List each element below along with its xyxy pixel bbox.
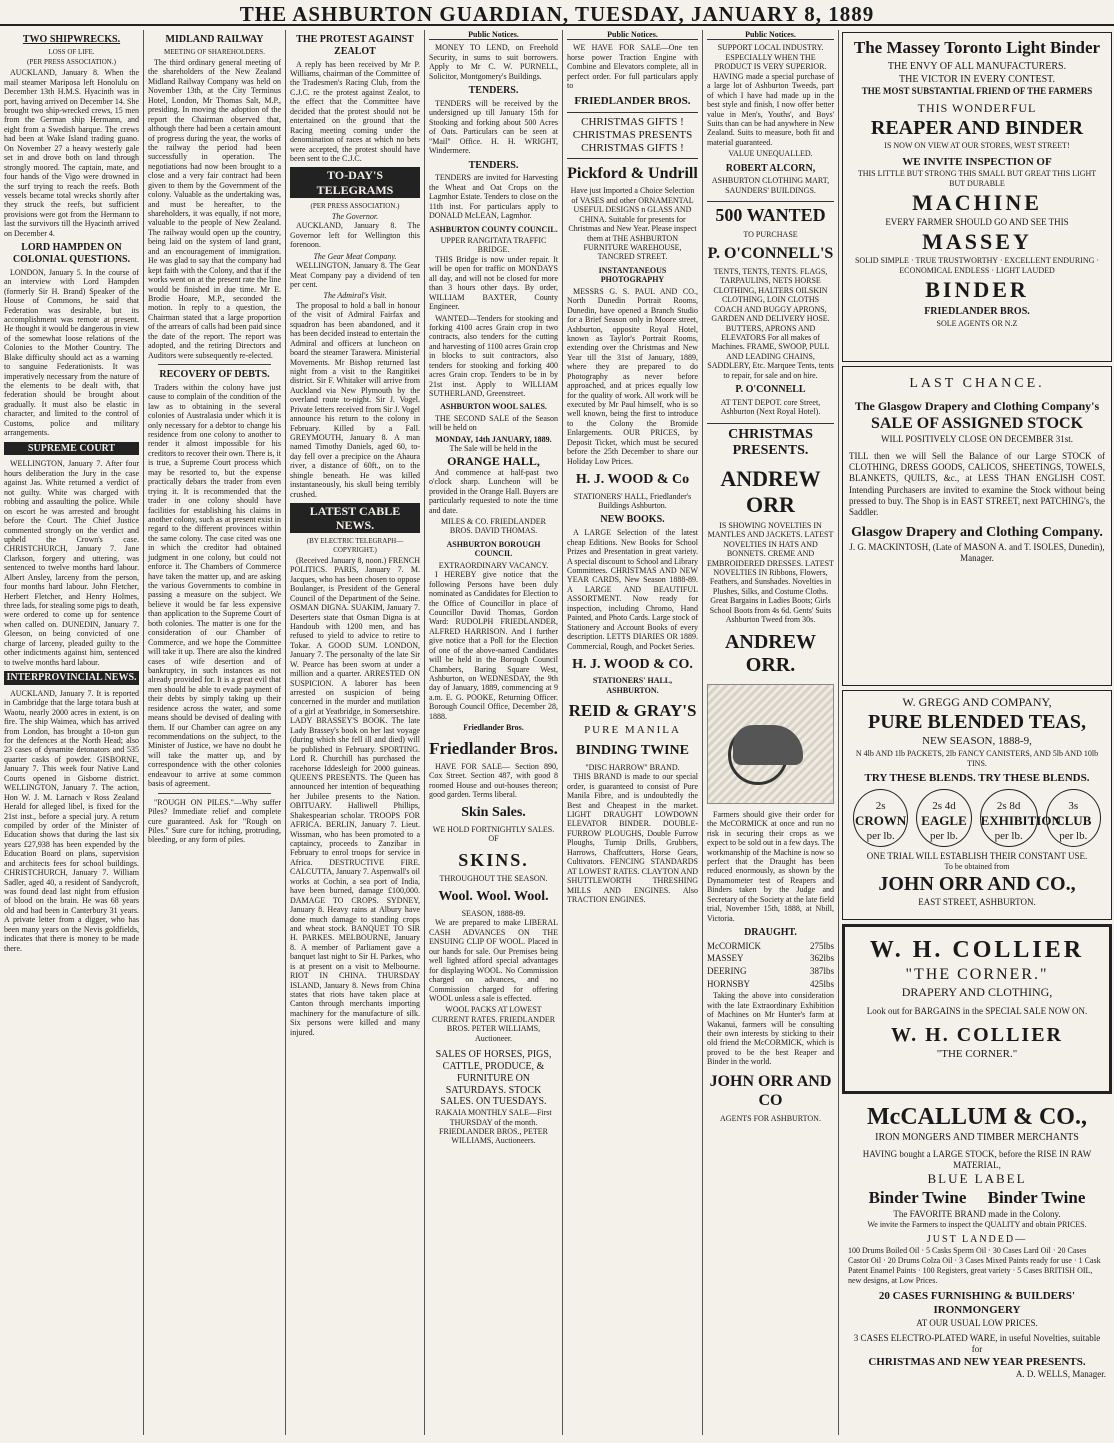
advert-text: SOLE AGENTS OR N.Z: [936, 318, 1018, 328]
advert-assigned-stock: SALE OF ASSIGNED STOCK: [870, 414, 1084, 432]
reaper-binder-illustration: [707, 684, 834, 804]
tea-unit: per lb.: [1059, 829, 1088, 842]
advert-text: DRAPERY AND CLOTHING,: [901, 985, 1053, 999]
advert-andrew-orr: ANDREW ORR.: [724, 630, 817, 677]
headline-midland-railway: MIDLAND RAILWAY: [165, 34, 264, 45]
advert-text: "DISC HARROW" BRAND.: [585, 762, 680, 772]
advert-text: IS NOW ON VIEW AT OUR STORES, WEST STREET!: [884, 140, 1070, 150]
advert-signature: FRIEDLANDER BROS., PETER WILLIAMS, Auctioneers.: [439, 1126, 548, 1146]
notice-signature: MILES & CO. FRIEDLANDER BROS. DAVID THOMAS.: [441, 517, 546, 536]
tea-price: 3s: [1068, 799, 1079, 812]
advert-text: CHRISTMAS AND NEW YEAR PRESENTS.: [868, 1355, 1086, 1368]
headline-shipwrecks: TWO SHIPWRECKS.: [22, 34, 121, 45]
article-text: The proposal to hold a ball in honour of the visit of Admiral Fairfax and squadron has been abandoned, and it has been decided instead to entertain the Admiral and officers at luncheon on board the steamer Tarawera. Ministerial Movements. Mr Bishop returned last night from a visit to the Rangitikei district. Sir F. Whitaker will arrive from Auckland via New Plymouth by the overland route to-night. Sir J. Vogel. Private letters received from Sir J. Vogel announce his return to the colony in February. Killed by a Fall. GREYMOUTH, January 8. A man named Timothy Daniels, aged 60, to-day fell over a precipice on the Ahaura river, a distance of 60ft., on to the shingle beneath. He was killed instantaneously, his skull being terribly crushed.: [290, 300, 420, 499]
masthead: [0, 0, 1114, 26]
notice-text: WE HAVE FOR SALE—One ten horse power Traction Engine with Combine and Elevators complete, all in perfect order. For full particulars apply to: [567, 43, 698, 91]
advert-text: TRY THESE BLENDS. TRY THESE BLENDS.: [864, 771, 1090, 784]
advert-piles: "ROUGH ON PILES."—Why suffer Piles? Immediate relief and complete cure guaranteed. Ask for "Rough on Piles." Sure cure for itching, protruding, bleeding, or any form of piles.: [148, 797, 281, 845]
notice-heading: TENDERS.: [468, 159, 519, 171]
advert-binder: BINDER: [925, 276, 1029, 302]
article-text: (Received January 8, noon.) FRENCH POLITICS. PARIS, January 7. M. Jacques, who has been chosen to oppose Boulanger, is President of the General Council of the Department of the Seine. OSMAN DIGNA. SUAKIM, January 7. Deserters state that Osman Digna is at Handoub with 1200 men, and has refused to yield to advice to retire to Tokar. A GOOD SUM. LONDON, January 7. The personalty of the late Sir W. Pearce has been sworn at under a million and a quarter. ARRESTED ON SUSPICION. A laborer has been arrested on suspicion of being concerned in the murder and mutilation of a girl at Yeatbridge, in Somersetshire. LADY BRASSEY'S BOOK. The late Lady Brassey's book on her last voyage (during which she fell ill and died) will be published in February. SPORTING. Lord R. Churchill has purchased the racehorse Iddesleigh for 2000 guineas. QUEEN'S PRESENTS. The Queen has announced her intention of bequeathing her Jubilee presents to the Nation. OBITUARY. Halliwell Phillips, Shakespearian scholar. TROOPS FOR AFRICA. BERLIN, January 7. Lieut. Wissman, who has been promoted to a captaincy, proceeds to Zanzibar in February to enrol troops for service in Africa. DESTRUCTIVE FIRE. CALCUTTA, January 7. Aspenwall's oil works at Cochin, a sea port of India, have been burned, damage £100,000. DAMAGE TO CROPS. SYDNEY, January 8. Heavy rains at Albury have done much damage to standing crops and wheat stock. BANQUET TO SIR H. PARKES. MELBOURNE, January 8. A member of Parliament gave a banquet last night to Sir H. Parkes, who is at present on a visit to Melbourne. RIOT IN CHINA. THURSDAY ISLAND, January 8. News from China states that riots have taken place at Canton through merchants importing machinery for the manufacture of silk. Six persons were killed and many injured.: [290, 555, 420, 1037]
notice-text: WANTED—Tenders for stooking and forking 4100 acres Grain crop in two contracts, also tenders for the cutting and harvesting of 1100 acres Grain crop in blocks to suit contractors, also tenders for stooking and forking 400 acres Grain crop. Tenders to be in by 21st inst. Apply to WILLIAM SUTHERLAND, Greenstreet.: [429, 313, 558, 399]
advert-last-chance: LAST CHANCE.: [909, 376, 1045, 391]
advert-sales: SALES OF HORSES, PIGS, CATTLE, PRODUCE, & FURNITURE ON SATURDAYS. STOCK SALES. ON TUESDAYS.: [435, 1049, 552, 1108]
advert-text: A LARGE Selection of the latest cheap Editions. New Books for School Prizes and Presentation in great variety. A special discount to School and Library Committees. CHRISTMAS AND NEW YEAR CARDS, New Season 1888-89. A LARGE AND BEAUTIFUL ASSORTMENT. Now ready for inspection, including Chromo, Hand Painted, and Photo Cards. Large stock of Stationery and Account Books of every description. LETTS DIARIES OR 1889. Commercial, Rough, and Pocket Series.: [567, 528, 698, 651]
advert-heading: SUPPORT LOCAL INDUSTRY.: [717, 43, 824, 53]
advert-text: 100 Drums Boiled Oil · 5 Casks Sperm Oil · 30 Cases Lard Oil · 20 Cases Castor Oil · 20 Drums Colza Oil · 3 Cases Mixed Paints ready for use · 1 Cask Patent Enamel Paints · 100 Registers, great variety · 5 Cases BRITISH OIL, new designs, at Low Prices.: [848, 1246, 1101, 1286]
advert-text: THIS BRAND is made to our special order, is guaranteed to consist of Pure Manila Fibre, and is undoubtedly the Best and Cheapest in the market. LIGHT DRAUGHT LOWDOWN ELEVATOR BINDER. DOUBLE-FURROW PLOUGHS, Double Furrow Ploughs, Turnip Drills, Grubbers, Harrows, Chaffcutters, Horse Gears, Cultivators. FENCING STANDARDS AT LOWEST RATES. CLAYTON AND SHUTTLEWORTH THRESHING MILLS AND ENGINES. Also TRACTION ENGINES.: [567, 772, 698, 904]
tea-price: 2s 8d: [996, 799, 1021, 812]
tea-unit: per lb.: [929, 829, 959, 842]
advert-text: JUST LANDED—: [926, 1233, 1028, 1245]
draught-row: [707, 966, 834, 977]
section-header: Public Notices.: [707, 30, 834, 40]
advert-text: BLUE LABEL: [927, 1171, 1027, 1186]
advert-text: THE ENVY OF ALL MANUFACTURERS.: [887, 61, 1067, 73]
article-text: A reply has been received by Mr P. Williams, chairman of the Committee of the Tradesmen's Racing Club, from the C.J.C. re the protest against Zealot, to the effect that the Committee have decided that the protest should not be entertained on the ground that the Racing meeting coming under the denomination of races at which no bets were accepted, the protest should have been sent to the C.J.C.: [290, 59, 420, 163]
article-text: WELLINGTON, January 7. After four hours deliberation the Jury in the case against Jas. White returned a verdict of not guilty. White was charged with robbing and assaulting the police. While on escort he was arrested and brought before the Court. The Chief Justice commented strongly on the verdict and upheld the Crown's case. CHRISTCHURCH, January 7. Jane Clarkson, forgery and uttering, was sentenced to twelve months hard labour. Albert Ansley, larceny from the person, four months hard labour. John Fletcher, Herbert Fletcher, and Henry Holmes, three lads, for stealing some pigs to death, were ordered to come up for sentence when called on. DUNEDIN, January 7. Gleeson, on being convicted of one charge of larceny, pleaded guilty to the other indictments against him, sentenced to twelve months hard labour.: [4, 459, 139, 667]
notice-heading: ASHBURTON WOOL SALES.: [440, 402, 547, 412]
tea-name: EXHIBITION: [980, 813, 1061, 829]
divider: [158, 364, 271, 365]
advert-skin-sales: Skin Sales.: [461, 805, 526, 821]
draught-heading: DRAUGHT.: [744, 927, 797, 939]
tea-unit: per lb.: [866, 829, 895, 842]
advert-text: The Glasgow Drapery and Clothing Company's: [854, 398, 1100, 413]
advert-text: AGENTS FOR ASHBURTON.: [720, 1113, 821, 1123]
column-6: [703, 30, 838, 1435]
notice-text: THIS Bridge is now under repair. It will be open for traffic on MONDAYS all day, and will not be closed for more than 3 hours other days. By order, WILLIAM BAXTER, County Engineer.: [429, 254, 558, 312]
draught-machine: McCORMICK: [707, 940, 762, 951]
notice-text: MONEY TO LEND, on Freehold Security, in sums to suit borrowers. Apply to Mr C. W. PURNELL, Solicitor, Montgomery's Buildings.: [429, 43, 558, 81]
advert-text: WE HOLD FORTNIGHTLY SALES. OF: [432, 824, 555, 844]
draught-value: 275lbs: [809, 940, 834, 951]
advert-friedlander: Friedlander Bros.: [429, 738, 558, 758]
advert-text: IRON MONGERS AND TIMBER MERCHANTS: [875, 1132, 1079, 1143]
advert-wool: Wool. Wool. Wool.: [438, 889, 549, 905]
newspaper-title: THE ASHBURTON GUARDIAN, TUESDAY, JANUARY 8, 1889: [239, 2, 875, 26]
advert-text: HAVE FOR SALE— Section 890, Cox Street. Section 487, with good 8 roomed House and out-houses thereon; good garden. Terms liberal.: [429, 761, 558, 799]
draught-table: [707, 941, 834, 989]
subhead: (BY ELECTRIC TELEGRAPH—COPYRIGHT.): [306, 537, 404, 554]
notice-subheading: UPPER RANGITATA TRAFFIC BRIDGE.: [440, 236, 547, 255]
subhead: The Admiral's Visit.: [323, 291, 387, 301]
tea-blend-badge: [853, 789, 908, 847]
column-3: [286, 30, 424, 1435]
notice-heading: ASHBURTON BOROUGH COUNCIL: [446, 539, 541, 559]
tea-blend-badge: [916, 789, 971, 847]
notice-text: TENDERS will be received by the undersigned up till January 15th for Stooking and forking about 500 Acres of Oats. Particulars can be seen at "Mail" Office. H. H. WRIGHT, Windermere.: [429, 98, 558, 156]
notice-venue: ORANGE HALL,: [447, 453, 540, 468]
advert-friedlander: FRIEDLANDER BROS.: [574, 94, 691, 107]
advert-text: 20 CASES FURNISHING & BUILDERS' IRONMONGERY: [878, 1290, 1076, 1316]
advert-oconnell: P. O'CONNELL'S: [707, 245, 834, 263]
section-header: Public Notices.: [429, 30, 558, 40]
advert-heading: ESPECIALLY WHEN THE PRODUCT IS VERY SUPERIOR.: [714, 52, 827, 72]
tea-blend-badge: [1046, 789, 1101, 847]
advert-collier-name: W. H. COLLIER: [891, 1024, 1063, 1047]
advert-text: THE MOST SUBSTANTIAL FRIEND OF THE FARMERS: [861, 86, 1093, 97]
advert-text: ASHBURTON CLOTHING MART, SAUNDERS' BUILDINGS.: [711, 176, 830, 195]
massey-title: The Massey Toronto Light Binder: [853, 38, 1101, 57]
subhead: LOSS OF LIFE.: [48, 47, 95, 56]
advert-alcorn: ROBERT ALCORN,: [725, 162, 816, 174]
horse-icon: [733, 725, 803, 765]
article-text: Traders within the colony have just cause to complain of the condition of the law as to obtaining in the several colonies of Australasia under which it is only necessary for a debtor to change his residence from one colony to another to render it almost impossible for his creditors to recover their own. There is, it is true, a Supreme Court process which may be resorted to, but the expense practically debars the trader from even trying it. It is recommended that the trader in one colony should have facilities for establishing his claims in another colony, such as at present exist in regard to the different provinces within the same colony. The case cited was one in which the creditor had obtained judgment in one colony, but could not enforce it. The Chambers of Commerce have taken the matter up, and are asking the various Governments to combine in passing a measure on the subject. We believe it would be far less expensive than application to the Supreme Court of both colonies. The matter is one for the consideration of our Chamber of Commerce, and we hope the Committee will take it up. There are also the kindred cases of wife desertion and of bankruptcy, in such instances as not already provided for. It is a great evil that men should be able to evade payment of their debts by simply taking up their residence across the water, and some means should be devised of dealing with them. If our Chamber can agree on any recommendations on the subject, to the Minister of Justice, we have no doubt he will take the matter up, and by correspondence with the other colonies endeavour to arrive at some common basis of agreement.: [148, 382, 281, 789]
article-text: LONDON, January 5. In the course of an interview with Lord Hampden (formerly Sir H. Brand) Speaker of the House of Commons, he said that Federation was desirable, but its accomplishment was remote at present. He thought it would be dangerous in view of the somewhat loose relations of the Colonies to the Mother Country. The Blake difficulty should act as a warning to sanguine Federationists. It was imperatively necessary from the nature of the elements to be dealt with, that federation should be brought about gradually. It must also be elastic in character, and limited to the control of Customs, police and military arrangements.: [4, 267, 139, 438]
subhead: The Governor.: [331, 211, 379, 221]
advert-text: SOLID SIMPLE · TRUE TRUSTWORTHY · EXCELLENT ENDURING · ECONOMICAL ENDLESS · LIGHT LAUDED: [854, 255, 1100, 275]
headline-hampden: LORD HAMPDEN ON COLONIAL QUESTIONS.: [12, 242, 131, 265]
draught-value: 425lbs: [809, 978, 834, 989]
tea-name: CLUB: [1055, 813, 1092, 829]
column-4: [425, 30, 562, 1435]
advert-text: THIS WONDERFUL: [917, 100, 1037, 115]
advert-text: The FAVORITE BRAND made in the Colony.: [893, 1208, 1061, 1219]
advert-gregg: W. GREGG AND COMPANY,: [902, 695, 1052, 709]
advert-heading: NEW BOOKS.: [600, 514, 665, 526]
advert-text: HAVING made a special purchase of a large lot of Ashburton Tweeds, part of which I have had made up in the best style and finish, I now offer better value in Men's, Youths', and Boys' Suits than can be had anywhere in New Zealand. Suits to measure, both fit and material guaranteed.: [707, 71, 834, 147]
advert-text: STATIONERS' HALL, ASHBURTON.: [592, 676, 673, 695]
tea-price: 2s 4d: [932, 799, 956, 812]
advert-500-wanted: 500 WANTED: [707, 201, 834, 226]
advert-reid-gray: REID & GRAY'S: [568, 701, 697, 721]
notice-heading: TENDERS.: [468, 85, 519, 97]
advert-massey: MASSEY: [922, 229, 1032, 254]
advert-text: THE VICTOR IN EVERY CONTEST.: [898, 73, 1055, 85]
advert-text: THIS LITTLE BUT STRONG THIS SMALL BUT GREAT THIS LIGHT BUT DURABLE: [857, 169, 1097, 189]
advert-massey-binder: [842, 32, 1112, 362]
divider: [158, 793, 271, 794]
article-text: AUCKLAND, January 8. When the mail steamer Mariposa left Honolulu on December 13th H.M.S. Hyacinth was in port, having arrived on December 14. She brought two ship-wrecked crews, 15 men from the German ship Hermann, and eight from a Swedish barque. The crews had been at Wake Island trading guano. On November 27 a heavy westerly gale set in and drove both on land through strongly moored. The captain, mate, and four hands of the Vigo were drowned in the surf trying to reach the reefs. Both vessels became total wrecks shortly after they struck the reefs, but sufficient provisions were got from the Hermann to last the survivors till the Hyacinth arrived on December 4.: [4, 68, 139, 238]
advert-glasgow-name: Glasgow Drapery and Clothing Company.: [851, 525, 1103, 541]
advert-reaper-binder: REAPER AND BINDER: [870, 116, 1084, 139]
advert-text: N 4lb AND 1lb PACKETS, 2lb FANCY CANISTERS, AND 5lb AND 10lb TINS.: [855, 748, 1099, 768]
column-5: [563, 30, 702, 1435]
advert-binder-twine: Binder Twine Binder Twine: [868, 1188, 1086, 1208]
notice-text: THE SECOND SALE of the Season will be held on: [429, 413, 558, 433]
column-1: [0, 30, 143, 1435]
advert-john-orr: JOHN ORR AND CO: [709, 1072, 832, 1109]
tea-name: EAGLE: [921, 813, 967, 829]
advert-text: NEW SEASON, 1888-9,: [922, 735, 1032, 747]
advert-text: HAVING bought a LARGE STOCK, before the RISE IN RAW MATERIAL,: [862, 1148, 1092, 1170]
advert-pickford: Pickford & Undrill: [567, 164, 698, 182]
advert-text: We are prepared to make LIBERAL CASH ADVANCES ON THE ENSUING CLIP OF WOOL. Placed in our hands for sale. Our Premises being well lighted afford special advantages for displaying WOOL. No Commission charged on advances, and no Commission charged for offering WOOL unless a sale is effected.: [429, 918, 558, 1003]
notice-subheading: EXTRAORDINARY VACANCY.: [438, 560, 549, 570]
advert-pure-teas: PURE BLENDED TEAS,: [867, 711, 1087, 733]
subhead: MEETING OF SHAREHOLDERS.: [164, 47, 265, 56]
advert-skins: SKINS.: [458, 849, 529, 870]
advert-mccallum-name: McCALLUM & CO.,: [867, 1104, 1087, 1130]
section-header: Public Notices.: [567, 30, 698, 40]
advert-text: WOOL PACKS AT LOWEST CURRENT RATES. FRIEDLANDER BROS. PETER WILLIAMS, Auctioneer.: [431, 1005, 556, 1043]
draught-value: 387lbs: [809, 966, 834, 977]
headline-supreme-court: SUPREME COURT: [4, 442, 139, 456]
notice-text: TENDERS are invited for Harvesting the Wheat and Oat Crops on the Lagmhor Estate. Tenders to close on the 11th inst. For particulars apply to DONALD McLEAN, Lagmhor.: [429, 173, 558, 221]
notice-heading: INSTANTANEOUS PHOTOGRAPHY: [598, 265, 667, 285]
press-association: (PER PRESS ASSOCIATION.): [310, 201, 400, 210]
tea-name: CROWN: [855, 813, 907, 829]
advert-text: TENTS, TENTS, TENTS. FLAGS, TARPAULINS, NETS HORSE CLOTHING, HALTERS OILSKIN CLOTHING, LOIN CLOTHS COACH AND BUGGY APRONS, GARDEN AND DELIVERY HOSE. BUTTERS, APRONS AND ELEVATORS For all makes of Machines. FRAME, SWOOP, PULL AND LEADING CHAINS, SADDLERY, Etc. Marquee Tents, tents to repair, for sale and on hire.: [707, 266, 834, 380]
notice-heading: ASHBURTON COUNTY COUNCIL.: [429, 224, 558, 234]
advert-oconnell: P. O'CONNELL: [735, 384, 806, 396]
advert-text: EVERY FARMER SHOULD GO AND SEE THIS: [885, 216, 1069, 227]
draught-machine: HORNSBY: [707, 978, 751, 989]
headline-recovery-debts: RECOVERY OF DEBTS.: [159, 369, 270, 381]
advert-collier: [842, 924, 1112, 1094]
headline-zealot: THE PROTEST AGAINST ZEALOT: [296, 34, 414, 57]
notice-text: The Sale will be held in the: [449, 444, 538, 454]
notice-text: I HEREBY give notice that the following Persons have been duly nominated as Candidates for Election to the Office of Councillor in place of Councillor David Thomas, Gordon Ward: RUDOLPH FRIEDLANDER, ALFRED HARRISON. And I further give notice that a Poll for the Election of one of the above-named Candidates will be held in the Borough Council Chambers, Baring Square West, Ashburton, on WEDNESDAY, the 9th day of January, 1889, commencing at 9 a.m. E. G. POOKE, Returning Officer. Borough Council Office, December 28, 1888.: [429, 570, 558, 721]
advert-text: STATIONERS' HALL, Friedlander's Buildings Ashburton.: [573, 491, 692, 511]
advert-text: "THE CORNER.": [936, 1048, 1018, 1061]
headline-cable-news: LATEST CABLE NEWS.: [290, 503, 420, 533]
advert-binding-twine: BINDING TWINE: [576, 743, 689, 759]
advert-text: 3 CASES ELECTRO-PLATED WARE, in useful Novelties, suitable for: [853, 1333, 1101, 1355]
draught-row: [707, 979, 834, 990]
article-text: The third ordinary general meeting of the shareholders of the New Zealand Midland Railway Company was held on November 13th, at the City Terminus Hotel, London, Mr Thomas Salt, M.P., presiding. In moving the adoption of the report the Chairman observed that, although there had been a certain amount of progress during the year, the works of the railway the period had been successfully in operation. The negotiations had now been brought to a close and a very fair contract had been given to them by the Government of the colony. Valuable as the undertaking was, and must be hereafter, to the shareholders, it was equally, if not more, valuable to the people of New Zealand. The railway would open up the country, being laid on the system of land grant, and an encouragement of immigration. He was glad to say that the company had kept faith with the Colony, and that if the works went on at the present rate the line would be finished in due time. Mr E. Brodie Hoare, M.P., seconded the motion. In reply to a question, the Chairman stated that a large proportion of the arrears of calls had been paid since the date of the report. The report was adopted, and the retiring Directors and Auditors were subsequently re-elected.: [148, 58, 281, 360]
subhead: The Gear Meat Company.: [313, 251, 397, 261]
advert-text: PURE MANILA: [584, 724, 681, 737]
advert-text: Farmers should give their order for the McCORMICK at once and run no risk in securing their crops as we expect to be sold out in a few days. The workmanship of the Machine is now so perfect that the Draught has been reduced enormously, as shown by the Dynamometer test of Reapers and Binders taken by the Judge and Secretary of the Society at the late field trial, November 15th, 1888, at Nbill, Victoria.: [707, 809, 834, 923]
draught-machine: DEERING: [707, 966, 747, 977]
advert-hj-wood: H. J. WOOD & CO.: [572, 656, 693, 672]
advert-text: ONE TRIAL WILL ESTABLISH THEIR CONSTANT USE.: [866, 850, 1088, 861]
advert-text: "THE CORNER.": [905, 966, 1049, 983]
advert-text: AT TENT DEPOT. core Street, Ashburton (Next Royal Hotel).: [720, 397, 821, 417]
tea-blend-badge: [980, 789, 1061, 847]
advert-text: TO PURCHASE: [743, 229, 798, 239]
advert-text: SEASON, 1888-89.: [461, 909, 526, 918]
advert-text: Look out for BARGAINS in the SPECIAL SALE NOW ON.: [866, 1006, 1088, 1016]
article-text: WELLINGTON, January 8. The Gear Meat Company pay a dividend of ten per cent.: [290, 261, 420, 290]
article-text: AUCKLAND, January 8. The Governor left for Wellington this forenoon.: [290, 221, 420, 250]
advert-text: THROUGHOUT THE SEASON.: [439, 874, 548, 884]
advert-andrew-orr: ANDREW ORR: [720, 465, 821, 517]
advert-hj-wood: H. J. WOOD & Co: [575, 472, 690, 488]
advert-label: Friedlander Bros.: [463, 723, 524, 733]
headline-interprovincial: INTERPROVINCIAL NEWS.: [4, 671, 139, 685]
draught-value: 362lbs: [809, 953, 834, 964]
advert-mccallum: [842, 1098, 1112, 1435]
advert-text: WE INVITE INSPECTION OF: [902, 155, 1052, 168]
advert-text: AT OUR USUAL LOW PRICES.: [916, 1317, 1038, 1328]
advert-collier-name: W. H. COLLIER: [869, 937, 1085, 963]
advert-text: VALUE UNEQUALLED.: [728, 149, 813, 159]
advert-christmas-gifts: CHRISTMAS GIFTS ! CHRISTMAS PRESENTS CHRISTMAS GIFTS !: [567, 112, 698, 159]
advert-text: We invite the Farmers to inspect the QUALITY and obtain PRICES.: [867, 1219, 1087, 1229]
advert-text: IS SHOWING NOVELTIES IN MANTLES AND JACKETS. LATEST NOVELTIES IN HATS AND BONNETS. CREME AND EMBROIDERED DRESSES. LATEST NOVELTIES IN Ribbons, Flowers, Feathers, and Sunshades. Novelties in Plushes, Silks, and Costume Cloths. Great Bargains in Ladies Boots; Girls School Boots from 4s 6d. Gents' Suits Ashburton Tweed from 30s.: [707, 520, 834, 625]
tea-unit: per lb.: [994, 829, 1023, 842]
advert-text: To be obtained from: [944, 861, 1010, 871]
advert-text: RAKAIA MONTHLY SALE—First THURSDAY of the month.: [435, 1108, 552, 1127]
advert-text: J. G. MACKINTOSH, (Late of MASON A. and T. ISOLES, Dunedin), Manager.: [849, 541, 1105, 563]
draught-row: [707, 953, 834, 964]
advert-john-orr: JOHN ORR AND CO.,: [878, 872, 1076, 895]
advert-text: Taking the above into consideration with the late Extraordinary Exhibition of Machines on Mr Hunter's farm at Wakanui, farmers will be consulting their own interests by sticking to their old friend the McCORMICK, which is proved to be the best Reaper and Binder in the world.: [707, 991, 834, 1067]
advert-text: WILL POSITIVELY CLOSE ON DECEMBER 31st.: [881, 433, 1073, 444]
notice-text: MESSRS G. S. PAUL AND CO., North Dunedin Portrait Rooms, Dunedin, have opened a Branch Studio for a Brief Season only in Moore street, Ashburton, opposite Royal Hotel, known as Taylor's Portrait Rooms, extending over the Christmas and New Year till the 31st of January, 1889, where they are prepared to do Photography as never before approached, and at prices equally low for the quality of work. All work will be executed by Mr Paul himself, who is so well known, being the first to introduce to the Colony the Bromide Enlargements. OUR PRICES, by Deposit Ticket, which must be secured before the 25th December to share our Holiday Low Prices.: [567, 286, 698, 466]
advert-agent: FRIEDLANDER BROS.: [924, 306, 1030, 317]
article-text: AUCKLAND, January 7. It is reported in Cambridge that the large totara bush at Waotu, nearly 2000 acres in extent, is on fire. The ship Waimea, which has arrived from London, has brought a 10-ton gun for the defences at the North Head; also 23 cases of dynamite detonators and 535 quarter casks of powder. GISBORNE, January 7. This week four Native Land Courts opened in Gisborne district. WELLINGTON, January 7. The action, Hon W. J. M. Larnach v Ross Zealand Herald for alleged libel, is fixed for the 21st inst., before a special jury. A return compiled by order of the Minister of Education shows that during the last six years £27,938 has been expended by the Education Board on plans, supervision and architects fees for school buildings. CHRISTCHURCH, January 7. William Sadler, aged 40, a resident of Sandycroft, was found dead last night from effusion of blood on the brain. He was 68 years old and had been in Canterbury 31 years. A private letter from a digger, who has been many years on the Nevis goldfields, indicates that there is money to be made there.: [4, 688, 139, 953]
draught-row: [707, 941, 834, 952]
notice-text: And commence at half-past two o'clock sharp. Luncheon will be provided in the Orange Hall. Buyers are particularly requested to note the time and date.: [429, 467, 558, 515]
advert-christmas-presents: CHRISTMAS PRESENTS.: [707, 423, 834, 460]
press-association: (PER PRESS ASSOCIATION.): [27, 58, 116, 67]
advert-gregg-teas: [842, 690, 1112, 920]
column-2: [144, 30, 285, 1435]
advert-machine: MACHINE: [912, 190, 1042, 216]
draught-machine: MASSEY: [707, 953, 744, 964]
advert-text: EAST STREET, ASHBURTON.: [918, 896, 1036, 907]
tea-price: 2s: [875, 799, 886, 812]
advert-signature: A. D. WELLS, Manager.: [1015, 1369, 1106, 1380]
advert-text: Have just Imported a Choice Selection of VASES and other ORNAMENTAL USEFUL DESIGNS n GLASS AND CHINA. Suitable for presents for Christmas and New Year. Please inspect them at THE ASHBURTON FURNITURE WAREHOUSE, TANCRED STREET.: [568, 186, 697, 262]
column-rule: [838, 30, 839, 1435]
headline-telegrams: TO-DAY'S TELEGRAMS: [290, 167, 420, 197]
notice-date: MONDAY, 14th JANUARY, 1889.: [435, 434, 552, 444]
advert-text: TILL then we will Sell the Balance of our Large STOCK of CLOTHING, DRESS GOODS, CALICOS, SHEETINGS, TOWELS, BLANKETS, QUILTS, &c., at LESS THAN ENGLISH COST. Intending Purchasers are invited to examine the Stock without being pressed to buy. The Shop is in EAST STREET, next PATCHING's, the Saddler.: [849, 450, 1105, 517]
tea-blends: [849, 789, 1105, 847]
advert-glasgow-drapery: [842, 366, 1112, 686]
